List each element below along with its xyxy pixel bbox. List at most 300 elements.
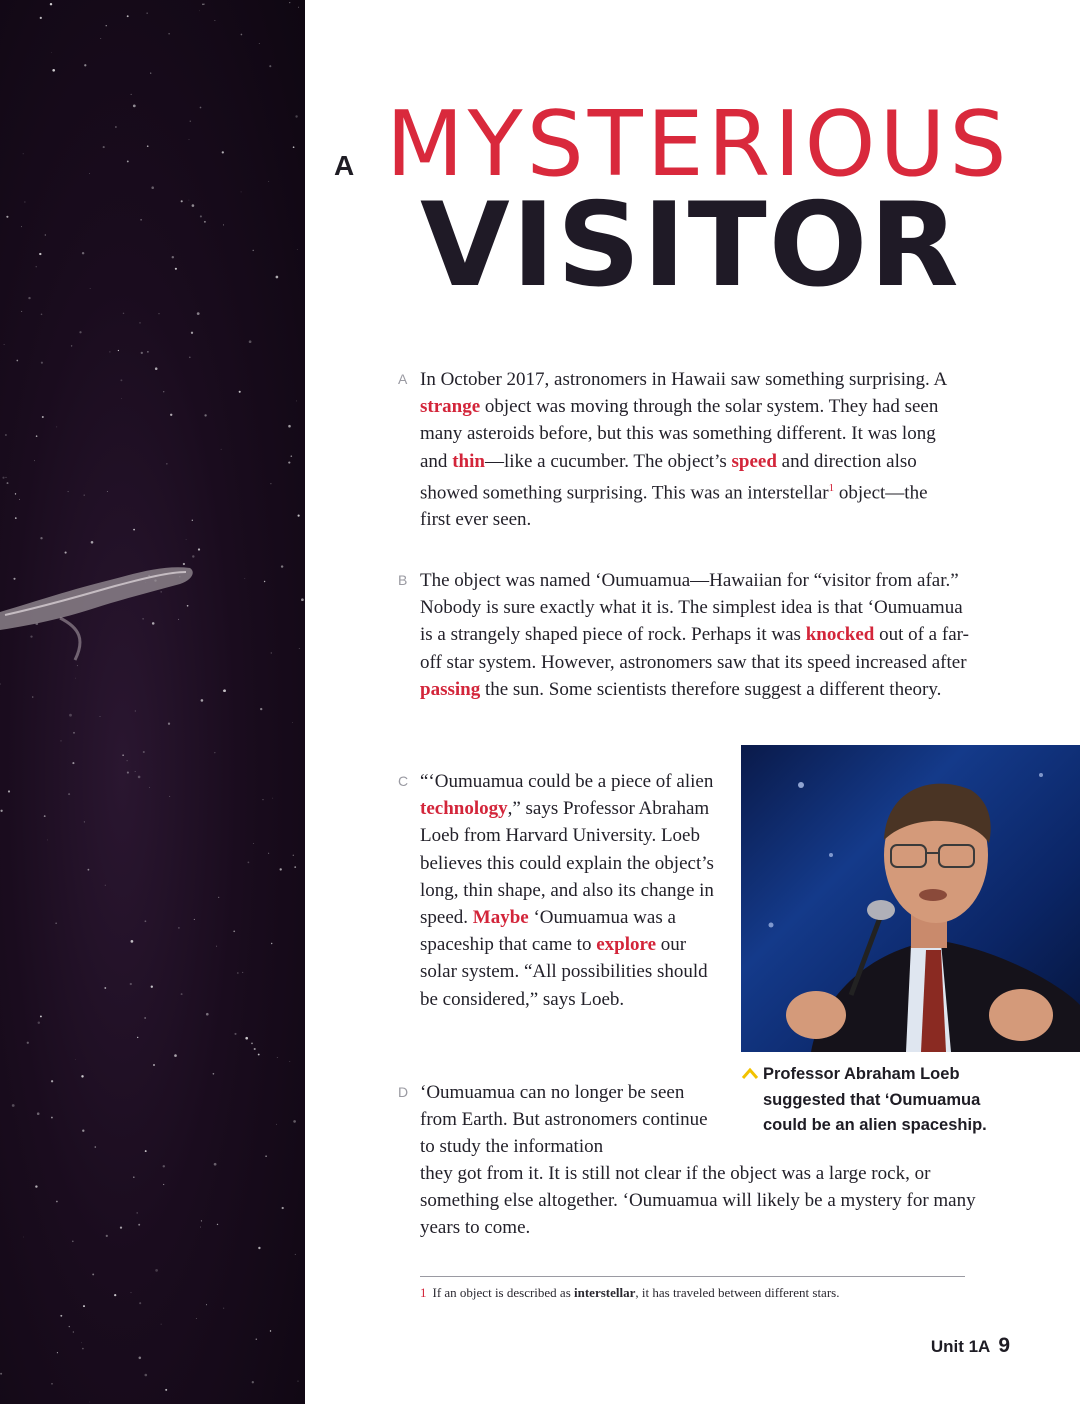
star <box>60 740 61 741</box>
star <box>139 322 140 323</box>
title-line-2: VISITOR <box>420 178 961 313</box>
star <box>196 1318 197 1319</box>
star <box>241 191 242 192</box>
star <box>223 689 226 692</box>
star <box>56 1201 58 1203</box>
star <box>165 1389 167 1391</box>
star <box>204 414 206 416</box>
star <box>118 350 119 351</box>
star <box>221 449 222 450</box>
star <box>7 482 9 484</box>
star <box>51 52 52 53</box>
star <box>181 993 183 995</box>
paragraph-text: our solar system. “All possibilities should be considered,” says Loeb. <box>420 934 708 1010</box>
star <box>293 146 295 148</box>
paragraph-d-continued <box>420 1160 980 1242</box>
star <box>186 539 187 540</box>
star <box>244 578 245 579</box>
star <box>56 923 57 924</box>
star <box>0 683 1 685</box>
star <box>106 25 107 26</box>
star <box>161 591 162 592</box>
star <box>293 1120 296 1123</box>
star <box>35 1185 37 1187</box>
star <box>145 920 147 922</box>
star <box>60 1315 62 1317</box>
star <box>138 776 141 779</box>
paragraph-text: The object was named ‘Oumuamua—Hawaiian for “visitor from afar.” Nobody is sure exactly what it is. The simplest idea is that ‘Oumuamua is a strangely shaped piece of rock. Perhaps it was <box>420 570 963 646</box>
star <box>301 598 304 601</box>
paragraph-text: and direction also showed something surprising. This was an interstellar <box>420 450 917 504</box>
star <box>100 38 101 39</box>
star <box>0 1373 2 1375</box>
star <box>163 391 164 392</box>
page-footer <box>931 1334 1010 1358</box>
star <box>21 311 22 312</box>
star <box>189 357 191 359</box>
star <box>52 69 55 72</box>
footnote-number: 1 <box>420 1285 427 1300</box>
star <box>94 1146 96 1148</box>
star <box>161 1324 162 1325</box>
star <box>281 565 283 567</box>
star <box>253 250 254 251</box>
space-image <box>0 0 305 1404</box>
star <box>254 1048 256 1050</box>
star <box>0 810 2 812</box>
star <box>234 1033 236 1035</box>
star <box>30 635 32 637</box>
star <box>122 755 123 756</box>
star <box>181 200 183 202</box>
star <box>38 1022 40 1024</box>
star <box>105 885 106 886</box>
star <box>277 1057 278 1058</box>
star <box>65 552 67 554</box>
star <box>50 3 52 5</box>
footnote-divider <box>420 1276 965 1277</box>
star <box>36 435 38 437</box>
star <box>178 619 179 620</box>
paragraph-text: object—the first ever seen. <box>420 482 928 531</box>
star <box>288 425 291 428</box>
star <box>200 215 202 217</box>
title-prefix: A <box>334 150 356 181</box>
star <box>291 455 293 457</box>
star <box>147 351 148 352</box>
star <box>248 862 250 864</box>
star <box>88 869 90 871</box>
star <box>83 1305 85 1307</box>
star <box>296 400 297 401</box>
star <box>214 1163 217 1166</box>
star <box>100 716 101 717</box>
paragraph-text: “‘Oumuamua could be a piece of alien <box>420 771 714 792</box>
keyword: explore <box>596 934 657 956</box>
star <box>136 1212 138 1214</box>
paragraph-text: —like a cucumber. The object’s <box>484 450 732 472</box>
star <box>140 219 142 221</box>
star <box>199 10 200 11</box>
page-number: 9 <box>998 1334 1010 1357</box>
star <box>131 94 132 95</box>
star <box>259 43 260 44</box>
footnote-text: If an object is described as <box>432 1285 575 1300</box>
unit-label: Unit 1A <box>930 1337 991 1356</box>
star <box>168 33 169 34</box>
star <box>271 652 272 653</box>
caption-arrow-icon <box>741 1066 759 1080</box>
paragraph-letter: D <box>398 1084 409 1100</box>
star <box>144 1374 147 1377</box>
star <box>175 268 177 270</box>
star <box>51 1080 53 1082</box>
star <box>120 1227 122 1229</box>
star <box>106 1235 108 1237</box>
paragraph-text: In October 2017, astronomers in Hawaii saw something surprising. A <box>420 369 947 390</box>
star <box>268 181 269 182</box>
star <box>172 256 174 258</box>
star <box>295 115 297 117</box>
star <box>150 72 151 73</box>
footnote-marker: 1 <box>828 481 835 494</box>
paragraph-letter: B <box>398 572 408 588</box>
star <box>73 1331 74 1332</box>
star <box>204 4 205 5</box>
star <box>15 493 16 494</box>
star <box>253 843 254 844</box>
star <box>256 1339 257 1340</box>
star <box>37 1112 40 1115</box>
star <box>57 1352 58 1353</box>
star <box>56 427 57 428</box>
paragraph-letter: C <box>398 773 409 789</box>
star <box>155 1269 158 1272</box>
asteroid-illustration <box>0 567 193 660</box>
star <box>271 943 272 944</box>
star <box>218 897 219 898</box>
star <box>299 648 300 649</box>
star <box>15 517 17 519</box>
star <box>141 352 143 354</box>
star <box>204 221 206 223</box>
star <box>89 1402 90 1403</box>
keyword: thin <box>452 450 485 472</box>
star <box>6 477 7 478</box>
star <box>258 1247 260 1249</box>
footnote-term: interstellar <box>574 1285 636 1300</box>
star <box>120 379 122 381</box>
star <box>293 855 294 856</box>
star <box>147 13 148 14</box>
star <box>81 1075 83 1077</box>
star <box>89 173 90 174</box>
star <box>123 313 124 314</box>
star <box>276 1124 277 1125</box>
star <box>82 1130 84 1132</box>
star <box>16 360 18 362</box>
star <box>163 1165 165 1167</box>
star <box>200 1227 201 1228</box>
title-line-1: MYSTERIOUS <box>386 92 1011 197</box>
star <box>189 200 190 201</box>
star <box>289 1061 290 1062</box>
star <box>237 972 238 973</box>
star <box>170 414 172 416</box>
keyword: technology <box>420 798 508 820</box>
star <box>145 1150 147 1152</box>
star <box>75 678 76 679</box>
star <box>192 204 195 207</box>
star <box>151 186 154 189</box>
star <box>24 202 25 203</box>
star <box>258 1054 260 1056</box>
star <box>103 146 105 148</box>
star <box>187 605 189 607</box>
star <box>109 351 110 352</box>
star <box>242 972 243 973</box>
star <box>81 1342 82 1343</box>
paragraph-text: they got from it. It is still not clear if the object was a large rock, or something else altogether. ‘Oumuamua will likely be a mystery for many years to come. <box>420 1163 976 1239</box>
star <box>276 276 279 279</box>
footnote-text: , it has traveled between different stars. <box>635 1285 840 1300</box>
star <box>213 1073 215 1075</box>
star <box>151 986 153 988</box>
star <box>183 563 185 565</box>
paragraph-text: ,” says Professor Abraham Loeb from Harvard University. Loeb believes this could explain the object’s long, thin shape, and also its change in speed. <box>420 798 714 929</box>
star <box>174 1054 177 1057</box>
star <box>12 1104 15 1107</box>
star <box>21 226 22 227</box>
star <box>251 1043 253 1045</box>
star <box>145 1017 146 1018</box>
paragraph-text: ‘Oumuamua can no longer be seen from Earth. But astronomers continue to study the information <box>420 1082 708 1158</box>
star <box>127 160 129 162</box>
keyword: knocked <box>805 624 875 646</box>
star <box>84 821 85 822</box>
paragraph-text: ‘Oumuamua was a spaceship that came to <box>420 907 676 956</box>
paragraph-text: object was moving through the solar system. They had seen many asteroids before, but this was something different. It was long and <box>420 396 939 472</box>
keyword: speed <box>731 450 777 472</box>
star <box>294 866 296 868</box>
star <box>297 249 298 250</box>
star <box>45 234 46 235</box>
star <box>214 752 215 753</box>
star <box>222 151 224 153</box>
star <box>135 771 136 772</box>
star <box>198 548 200 550</box>
star <box>92 1273 94 1275</box>
star <box>241 34 243 36</box>
star <box>84 494 85 495</box>
star <box>249 340 252 343</box>
star <box>73 732 75 734</box>
star <box>191 332 193 334</box>
star <box>297 1381 298 1382</box>
star <box>289 2 290 3</box>
star <box>72 762 74 764</box>
star <box>194 919 195 920</box>
star <box>68 793 70 795</box>
star <box>91 541 94 544</box>
professor-photo <box>741 745 1080 1052</box>
paragraph-a <box>398 366 960 534</box>
star <box>265 1155 266 1156</box>
star <box>163 1184 164 1185</box>
star <box>223 224 224 225</box>
star <box>42 416 44 418</box>
star <box>245 1037 248 1040</box>
star <box>166 463 167 464</box>
star <box>295 1254 296 1255</box>
star <box>133 529 135 531</box>
star <box>82 1348 84 1350</box>
star <box>214 20 215 21</box>
star <box>69 714 72 717</box>
star <box>292 722 293 723</box>
star <box>280 868 282 870</box>
star <box>202 3 204 5</box>
star <box>90 288 91 289</box>
star <box>28 297 30 299</box>
star <box>216 946 217 947</box>
star <box>239 391 241 393</box>
star <box>5 434 7 436</box>
paragraph-c <box>398 768 725 1013</box>
star <box>269 65 271 67</box>
star <box>19 499 20 500</box>
star <box>192 520 193 521</box>
star <box>71 345 72 346</box>
star <box>27 1042 29 1044</box>
star <box>147 145 149 147</box>
star <box>217 1224 218 1225</box>
star <box>39 253 41 255</box>
star <box>77 665 78 666</box>
star <box>264 581 265 582</box>
star <box>107 491 108 492</box>
star <box>47 839 48 840</box>
star <box>115 126 117 128</box>
star <box>270 483 271 484</box>
star <box>40 537 42 539</box>
star <box>192 555 194 557</box>
star <box>262 799 263 800</box>
star <box>159 313 160 314</box>
star <box>36 266 37 267</box>
star <box>104 987 106 989</box>
star <box>143 751 145 753</box>
star <box>51 1117 53 1119</box>
star <box>127 760 128 761</box>
star <box>34 460 35 461</box>
paragraph-b <box>398 567 970 703</box>
star <box>201 699 204 702</box>
star <box>139 1302 141 1304</box>
paragraph-text: out of a far-off star system. However, astronomers saw that its speed increased after <box>420 624 969 673</box>
star <box>282 1207 284 1209</box>
star <box>82 252 84 254</box>
star <box>131 940 134 943</box>
star <box>152 622 155 625</box>
star <box>190 120 191 121</box>
star <box>168 723 170 725</box>
paragraph-d <box>398 1079 720 1161</box>
star <box>130 983 132 985</box>
star <box>84 64 86 66</box>
star <box>79 331 81 333</box>
star <box>72 1240 74 1242</box>
star <box>32 696 34 698</box>
keyword: strange <box>420 396 481 418</box>
starfield <box>0 0 305 1404</box>
star <box>68 491 69 492</box>
star <box>178 927 180 929</box>
star <box>69 1326 70 1327</box>
star <box>153 1064 155 1066</box>
star <box>200 107 202 109</box>
star <box>23 1237 24 1238</box>
footnote <box>420 1285 980 1301</box>
star <box>201 1220 202 1221</box>
paragraph-letter: A <box>398 371 408 387</box>
star <box>298 7 299 8</box>
star <box>298 515 300 517</box>
photo-caption: Professor Abraham Loeb suggested that ‘Oumuamua could be an alien spaceship. <box>763 1065 987 1134</box>
star <box>139 1357 142 1360</box>
star <box>270 1330 271 1331</box>
star <box>44 815 46 817</box>
star <box>40 17 42 19</box>
star <box>75 1059 76 1060</box>
star <box>40 1015 42 1017</box>
star <box>41 314 43 316</box>
star <box>223 1308 224 1309</box>
star <box>138 1224 140 1226</box>
star <box>133 105 136 108</box>
star <box>51 1383 53 1385</box>
star <box>142 618 143 619</box>
star <box>131 1292 132 1293</box>
star <box>169 796 170 797</box>
star <box>23 153 24 154</box>
star <box>133 1176 135 1178</box>
star <box>155 367 158 370</box>
paragraph-text: the sun. Some scientists therefore suggest a different theory. <box>480 678 942 700</box>
keyword: Maybe <box>472 907 529 929</box>
star <box>135 711 136 712</box>
star <box>206 1304 207 1305</box>
star <box>114 1294 116 1296</box>
star <box>8 790 10 792</box>
star <box>127 15 129 17</box>
star <box>252 1381 254 1383</box>
star <box>268 853 269 854</box>
star <box>13 578 15 580</box>
star <box>4 344 5 345</box>
star <box>206 1013 209 1016</box>
star <box>272 798 273 799</box>
star <box>260 708 262 710</box>
star <box>6 216 8 218</box>
star <box>288 462 290 464</box>
star <box>137 1037 138 1038</box>
star <box>189 139 190 140</box>
star <box>149 787 150 788</box>
star <box>2 477 4 479</box>
keyword: passing <box>420 678 481 700</box>
star <box>121 398 122 399</box>
